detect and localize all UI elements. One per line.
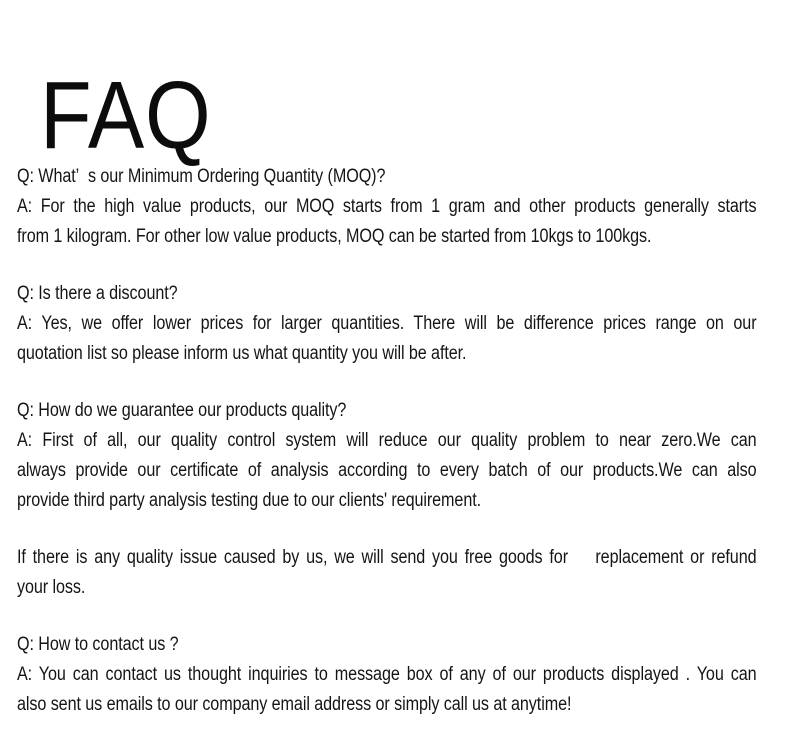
answer-line: A: For the high value products, our MOQ starts from 1 gram and other products generally starts (17, 196, 757, 217)
answer-line: A: You can contact us thought inquiries to message box of any of our products displayed . You can (17, 664, 757, 685)
question-line: Q: Is there a discount? (17, 283, 178, 304)
question-line: Q: What’ s our Minimum Ordering Quantity (MOQ)? (17, 166, 386, 187)
answer-line: A: First of all, our quality control system will reduce our quality problem to near zero.We can (17, 430, 757, 451)
faq-section-contact (17, 630, 800, 720)
answer-line: also sent us emails to our company email address or simply call us at anytime! (17, 694, 572, 715)
question-line: Q: How do we guarantee our products quality? (17, 400, 347, 421)
note-line: If there is any quality issue caused by us, we will send you free goods for replacement or refund (17, 547, 757, 568)
answer-line: A: Yes, we offer lower prices for larger quantities. There will be difference prices range on our (17, 313, 757, 334)
answer-line: from 1 kilogram. For other low value products, MOQ can be started from 10kgs to 100kgs. (17, 226, 652, 247)
faq-content (17, 162, 800, 747)
faq-section-discount (17, 279, 800, 369)
faq-section-refund-note (17, 543, 800, 603)
note-line: your loss. (17, 577, 86, 598)
question-line: Q: How to contact us ? (17, 634, 179, 655)
faq-section-quality (17, 396, 800, 516)
answer-line: provide third party analysis testing due to our clients' requirement. (17, 490, 482, 511)
answer-line: always provide our certificate of analysis according to every batch of our products.We can also (17, 460, 757, 481)
page-title: FAQ (40, 62, 212, 170)
answer-line: quotation list so please inform us what quantity you will be after. (17, 343, 467, 364)
faq-section-moq (17, 162, 800, 252)
